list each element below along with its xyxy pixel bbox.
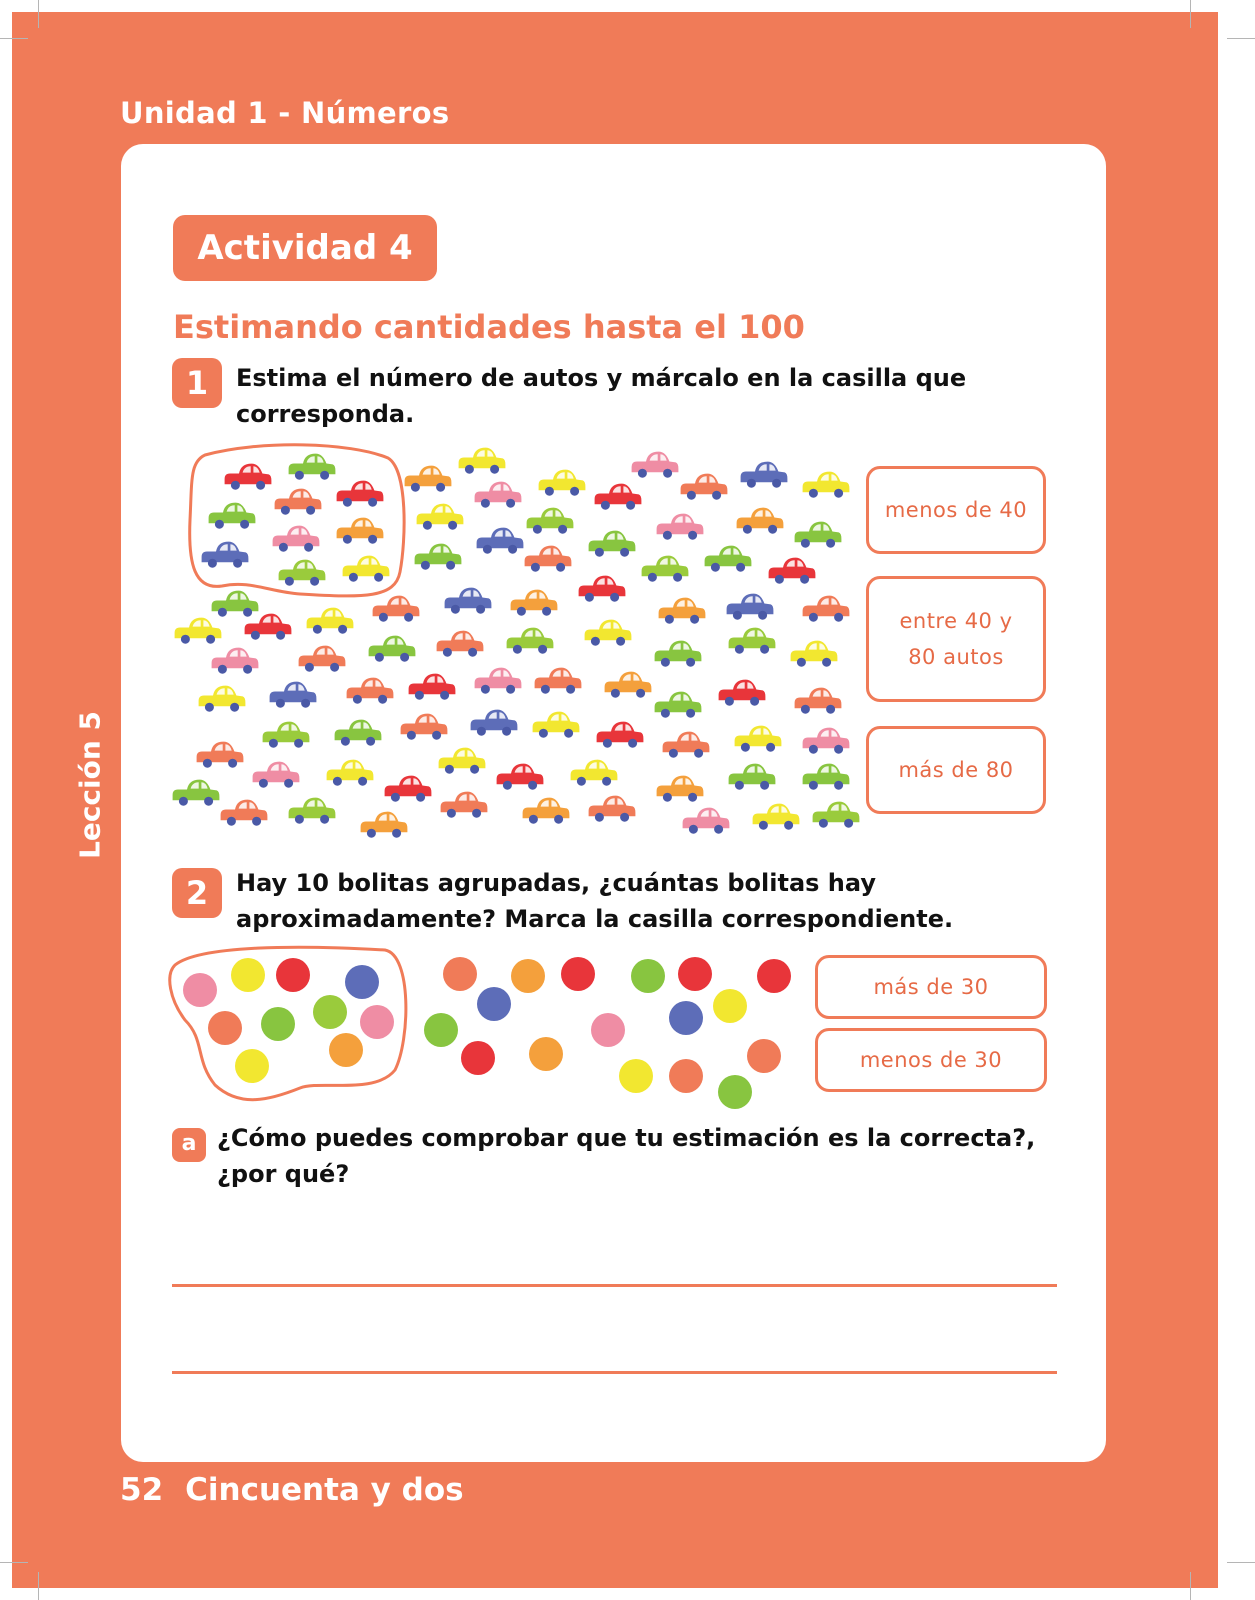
car-icon [445,588,492,614]
car-icon [409,674,456,700]
car-icon [401,714,448,740]
car-icon [475,482,522,508]
car-icon [475,668,522,694]
question-2-number: 2 [172,868,222,918]
question-2-prompt [236,865,953,937]
car-icon [803,764,850,790]
car-icon [289,798,336,824]
car-icon [719,680,766,706]
ball-dot [619,1059,653,1093]
question-a-letter: a [172,1128,206,1162]
car-icon [202,542,249,568]
ball-dot [461,1041,495,1075]
activity-badge: Actividad 4 [173,215,437,281]
car-icon [655,641,702,667]
answer-line[interactable] [172,1371,1057,1374]
page-footer [120,1472,464,1508]
car-icon [533,712,580,738]
car-icon [373,596,420,622]
car-icon [335,720,382,746]
ball-dot [747,1039,781,1073]
question-2-line-2: aproximadamente? Marca la casilla correspondiente. [236,905,954,933]
car-icon [347,678,394,704]
ball-dot [718,1075,752,1109]
car-icon [791,641,838,667]
car-icon [417,504,464,530]
car-icon [209,503,256,529]
car-icon [439,748,486,774]
car-icon [632,452,679,478]
option-more-than-30[interactable] [815,955,1047,1019]
car-icon [337,518,384,544]
ball-dot [511,959,545,993]
ball-dot [757,959,791,993]
car-icon [795,688,842,714]
option-more-than-80[interactable] [866,726,1046,814]
car-icon [803,472,850,498]
ball-dot [631,959,665,993]
car-icon [595,484,642,510]
car-icon [705,546,752,572]
ball-dot [443,957,477,991]
car-icon [511,590,558,616]
ball-dot [591,1013,625,1047]
ball-dot [561,957,595,991]
question-1-line-1: Estima el número de autos y márcalo en la casilla que [236,364,967,392]
option-label-line-2: 80 autos [908,645,1004,669]
car-icon [527,508,574,534]
car-icon [507,628,554,654]
question-1-line-2: corresponda. [236,400,415,428]
ball-dot [235,1049,269,1083]
car-icon [437,631,484,657]
ball-dot [313,995,347,1029]
car-icon [585,620,632,646]
option-label: más de 80 [898,758,1014,782]
question-a-line-2: ¿por qué? [217,1160,350,1188]
car-icon [361,812,408,838]
car-icon [729,628,776,654]
option-label: menos de 30 [859,1048,1003,1072]
car-icon [589,796,636,822]
car-icon [539,470,586,496]
car-icon [279,560,326,586]
car-icon [441,792,488,818]
car-icon [275,489,322,515]
car-icon [221,800,268,826]
car-icon [212,591,259,617]
ball-dot [669,1059,703,1093]
ball-dot [678,957,712,991]
page-number: 52 [120,1472,164,1508]
car-icon [525,546,572,572]
car-icon [605,672,652,698]
question-a-prompt [217,1120,1035,1192]
ball-dot [261,1007,295,1041]
car-icon [471,710,518,736]
car-icon [212,648,259,674]
car-icon [337,481,384,507]
car-icon [299,646,346,672]
car-icon [642,556,689,582]
car-icon [681,474,728,500]
car-icon [343,556,390,582]
page-number-words: Cincuenta y dos [185,1472,464,1508]
car-icon [729,764,776,790]
car-icon [753,804,800,830]
option-less-than-40[interactable] [866,466,1046,554]
car-icon [199,686,246,712]
cars-field [173,448,860,838]
car-icon [369,636,416,662]
car-icon [173,780,220,806]
car-icon [175,618,222,644]
ball-dot [231,958,265,992]
car-icon [477,528,524,554]
option-label: menos de 40 [884,498,1028,522]
car-icon [327,760,374,786]
answer-line[interactable] [172,1284,1057,1287]
section-title: Estimando cantidades hasta el 100 [173,308,805,346]
ball-dot [477,987,511,1021]
car-icon [657,776,704,802]
car-icon [657,514,704,540]
car-icon [197,742,244,768]
car-icon [415,544,462,570]
ball-dot [713,989,747,1023]
car-icon [795,522,842,548]
unit-title: Unidad 1 - Números [120,96,450,130]
option-label-line-1: entre 40 y [899,609,1013,633]
balls-field [183,957,791,1109]
option-between-40-and-80[interactable] [866,576,1046,702]
ball-dot [345,965,379,999]
car-icon [737,508,784,534]
car-icon [597,722,644,748]
car-icon [535,668,582,694]
ball-dot [529,1037,563,1071]
car-icon [385,776,432,802]
option-less-than-30[interactable] [815,1028,1047,1092]
ball-dot [424,1013,458,1047]
car-icon [727,594,774,620]
car-icon [225,464,272,490]
question-a-line-1: ¿Cómo puedes comprobar que tu estimación es la correcta?, [217,1124,1036,1152]
car-icon [497,764,544,790]
ball-dot [183,973,217,1007]
car-icon [683,808,730,834]
ball-dot [669,1001,703,1035]
car-icon [405,466,452,492]
car-icon [579,576,626,602]
car-icon [289,454,336,480]
car-icon [813,802,860,828]
car-icon [803,596,850,622]
car-icon [523,798,570,824]
car-icon [769,558,816,584]
car-icon [741,462,788,488]
car-icon [245,614,292,640]
car-icon [459,448,506,474]
car-icon [270,682,317,708]
question-1-number: 1 [172,358,222,408]
car-icon [803,728,850,754]
car-icon [735,726,782,752]
car-icon [659,598,706,624]
car-icon [571,760,618,786]
ball-dot [329,1033,363,1067]
lesson-label: Lección 5 [73,710,107,860]
car-icon [273,526,320,552]
ball-dot [360,1005,394,1039]
car-icon [589,531,636,557]
car-icon [663,732,710,758]
car-icon [253,762,300,788]
car-icon [307,608,354,634]
option-label: más de 30 [873,975,989,999]
ball-dot [276,958,310,992]
question-2-line-1: Hay 10 bolitas agrupadas, ¿cuántas bolitas hay [236,869,876,897]
car-icon [263,722,310,748]
car-icon [655,692,702,718]
ball-dot [208,1011,242,1045]
